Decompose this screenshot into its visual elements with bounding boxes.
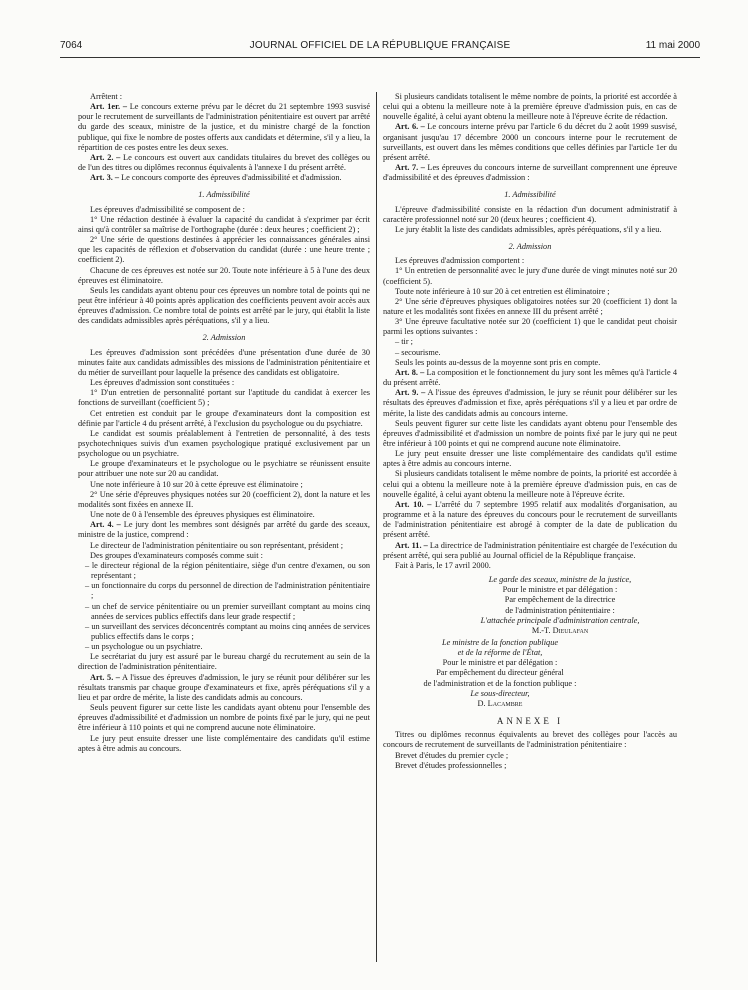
paragraph: 1° D'un entretien de personnalité portant sur l'aptitude du candidat à exercer les fonctions de surveillant (coefficient 5) ; bbox=[78, 388, 370, 408]
list-item: – un fonctionnaire du corps du personnel de direction de l'administration pénitentiaire ; bbox=[85, 581, 370, 601]
paragraph: Si plusieurs candidats totalisent le même nombre de points, la priorité est accordée à celui qui a obtenu la meilleure note à la première épreuve d'admission puis, en cas de nouvelle égalité, à celui ayant obtenu la meilleure note à l'épreuve écrite. bbox=[383, 469, 677, 499]
signature-minister2-line3: de l'administration et de la fonction publique : bbox=[423, 678, 577, 688]
article-text: La directrice de l'administration pénitentiaire est chargée de l'exécution du présent arrêté, qui sera publié au Journal officiel de la République française. bbox=[383, 540, 677, 560]
paragraph: Fait à Paris, le 17 avril 2000. bbox=[395, 560, 491, 570]
signature-minister1-role: L'attachée principale d'administration centrale, bbox=[480, 615, 640, 625]
section-heading: 1. Admissibilité bbox=[504, 190, 556, 200]
right-column-text bbox=[383, 92, 677, 571]
article-label: Art. 9. – bbox=[395, 388, 426, 398]
paragraph: 3° Une épreuve facultative notée sur 20 (coefficient 1) que le candidat peut choisir parmi les options suivantes : bbox=[383, 317, 677, 337]
signature-block bbox=[383, 575, 677, 709]
paragraph: Les épreuves d'admission sont constituées : bbox=[90, 378, 235, 388]
right-column bbox=[383, 92, 677, 771]
paragraph: Seuls peuvent figurer sur cette liste les candidats ayant obtenu pour l'ensemble des épreuves d'admissibilité et d'admission un nombre de points fixé par le jury qui ne peut être inférieur à 100 points et qui ne comprend aucune note éliminatoire. bbox=[383, 418, 677, 448]
paragraph: Les épreuves d'admissibilité se composent de : bbox=[90, 204, 245, 214]
article-label: Art. 10. – bbox=[395, 499, 432, 509]
paragraph: Le directeur de l'administration pénitentiaire ou son représentant, président ; bbox=[90, 540, 344, 550]
paragraph: Seuls les points au-dessus de la moyenne sont pris en compte. bbox=[395, 357, 601, 367]
annexe-title: ANNEXE I bbox=[496, 716, 564, 727]
paragraph: Chacune de ces épreuves est notée sur 20. Toute note inférieure à 5 à l'une des deux épreuves est éliminatoire. bbox=[78, 265, 370, 285]
section-heading: 1. Admissibilité bbox=[198, 190, 250, 200]
paragraph: – tir ; bbox=[395, 337, 413, 347]
article-text: L'arrêté du 7 septembre 1995 relatif aux modalités d'organisation, au programme et à la nature des épreuves du concours pour le recrutement de surveillants de l'administration pénitentiaire est abrogé à compter de la date de publication du présent arrêté. bbox=[383, 499, 677, 540]
paragraph: 2° Une série d'épreuves physiques notées sur 20 (coefficient 2), dont la nature et les modalités sont fixées en annexe II. bbox=[78, 489, 370, 509]
article-text: Les épreuves du concours interne de surveillant comprennent une épreuve d'admissibilité et des épreuves d'admission : bbox=[383, 163, 678, 183]
article-text: Le concours comporte des épreuves d'admissibilité et d'admission. bbox=[119, 173, 342, 183]
paragraph: Cet entretien est conduit par le groupe d'examinateurs dont la composition est définie par l'article 4 du présent arrêté, à l'exclusion du psychologue ou du psychiatre. bbox=[78, 408, 370, 428]
signature-minister2-title1: Le ministre de la fonction publique bbox=[441, 637, 559, 647]
article-text: Le concours interne prévu par l'article 6 du décret du 2 août 1999 susvisé, organisant jusqu'au 17 décembre 2000 un concours interne pour le recrutement de surveillants, est ouvert dans les mêmes conditions que celles définies par l'article 1er du présent arrêté. bbox=[383, 122, 677, 162]
article-paragraph bbox=[78, 173, 370, 183]
paragraph: 1° Un entretien de personnalité avec le jury d'une durée de vingt minutes noté sur 20 (coefficient 5). bbox=[383, 266, 677, 286]
article-label: Art. 8. – bbox=[395, 367, 425, 377]
article-label: Art. 4. – bbox=[90, 520, 121, 530]
article-label: Art. 2. – bbox=[90, 152, 121, 162]
article-paragraph bbox=[78, 520, 370, 540]
paragraph: Le secrétariat du jury est assuré par le bureau chargé du recrutement au sein de la direction de l'administration pénitentiaire. bbox=[78, 652, 370, 672]
signature-minister1-line2: Par empêchement de la directrice bbox=[504, 595, 616, 605]
signature-minister1-title: Le garde des sceaux, ministre de la justice, bbox=[488, 575, 632, 585]
signature-minister2-role: Le sous-directeur, bbox=[470, 688, 530, 698]
list-item: – un chef de service pénitentiaire ou un premier surveillant comptant au moins cinq années de services publics effectifs dans leur grade respectif ; bbox=[85, 601, 370, 621]
paragraph: Le groupe d'examinateurs et le psychologue ou le psychiatre se réunissent ensuite pour attribuer une note sur 20 au candidat. bbox=[78, 459, 370, 479]
paragraph: Toute note inférieure à 10 sur 20 à cet entretien est éliminatoire ; bbox=[395, 286, 610, 296]
article-paragraph bbox=[383, 500, 677, 541]
annexe-item: Brevet d'études du premier cycle ; bbox=[395, 750, 509, 760]
paragraph: 2° Une série d'épreuves physiques obligatoires notées sur 20 (coefficient 1) dont la nature et les modalités sont fixées en annexe III du présent arrêté ; bbox=[383, 296, 677, 316]
page-header bbox=[60, 40, 700, 56]
signature-minister1-name: M.-T. Dieulafan bbox=[531, 625, 589, 635]
article-label: Art. 3. – bbox=[90, 173, 120, 183]
article-text: A l'issue des épreuves d'admission, le jury se réunit pour délibérer sur les résultats transmis par chaque groupe d'examinateurs et fixe, après péréquations s'il y a lieu et par ordre de mérite, la liste des candidats admis au concours. bbox=[78, 672, 371, 702]
article-label: Art. 5. – bbox=[90, 672, 120, 682]
paragraph: Le candidat est soumis préalablement à l'entretien de personnalité, à des tests psychotechniques suivis d'un examen psychologique pratiqué exclusivement par un psychologue ou un psychiatre. bbox=[78, 428, 370, 459]
journal-title: JOURNAL OFFICIEL DE LA RÉPUBLIQUE FRANÇAISE bbox=[249, 40, 511, 51]
article-paragraph bbox=[78, 102, 370, 153]
article-text: La composition et le fonctionnement du jury sont les mêmes qu'à l'article 4 du présent arrêté. bbox=[383, 367, 677, 388]
paragraph: Des groupes d'examinateurs composés comme suit : bbox=[90, 550, 263, 560]
article-paragraph bbox=[383, 122, 677, 163]
article-paragraph bbox=[383, 388, 677, 418]
signature-minister2-name: D. Lacambre bbox=[477, 698, 523, 708]
paragraph: Le jury peut ensuite dresser une liste complémentaire des candidats qu'il estime aptes à être admis au concours. bbox=[78, 733, 370, 753]
annexe-intro: Titres ou diplômes reconnus équivalents au brevet des collèges pour l'accès au concours de recrutement de surveillants de l'administration pénitentiaire : bbox=[383, 730, 677, 750]
paragraph: L'épreuve d'admissibilité consiste en la rédaction d'un document administratif à caractère professionnel noté sur 20 (deux heures ; coefficient 4). bbox=[383, 204, 677, 224]
paragraph: Une note de 0 à l'ensemble des épreuves physiques est éliminatoire. bbox=[90, 510, 315, 520]
list-item: – un psychologue ou un psychiatre. bbox=[85, 642, 203, 652]
article-paragraph bbox=[78, 673, 370, 703]
list-item: – un surveillant des services déconcentrés comptant au moins cinq années de services publics effectifs dans le corps ; bbox=[85, 621, 370, 641]
left-column bbox=[78, 92, 370, 754]
article-paragraph bbox=[383, 541, 677, 561]
paragraph: Une note inférieure à 10 sur 20 à cette épreuve est éliminatoire ; bbox=[90, 479, 303, 489]
signature-minister1-line3: de l'administration pénitentiaire : bbox=[505, 605, 615, 615]
article-text: A l'issue des épreuves d'admission, le jury se réunit pour délibérer sur les résultats des épreuves d'admission et fixe, après péréquations s'il y a lieu et par ordre de mérite, la liste des candidats admis au concours interne. bbox=[383, 388, 678, 418]
issue-date: 11 mai 2000 bbox=[645, 40, 700, 51]
paragraph: – secourisme. bbox=[395, 347, 441, 357]
annexe-item: Brevet d'études professionnelles ; bbox=[395, 760, 507, 770]
section-heading: 2. Admission bbox=[202, 333, 246, 343]
signature-minister1-line1: Pour le ministre et par délégation : bbox=[502, 585, 618, 595]
paragraph: Arrêtent : bbox=[90, 92, 123, 101]
article-label: Art. 6. – bbox=[395, 122, 425, 132]
article-text: Le jury dont les membres sont désignés par arrêté du garde des sceaux, ministre de la justice, comprend : bbox=[78, 520, 370, 540]
header-rule bbox=[60, 57, 700, 58]
paragraph: Si plusieurs candidats totalisent le même nombre de points, la priorité est accordée à celui qui a obtenu la meilleure note à la première épreuve d'admission puis, en cas de nouvelle égalité, à celui ayant obtenu la meilleure note à l'épreuve écrite de rédaction. bbox=[383, 92, 677, 122]
paragraph: Le jury établit la liste des candidats admissibles, après péréquations, s'il y a lieu. bbox=[395, 224, 662, 234]
paragraph: Les épreuves d'admission sont précédées d'une présentation d'une durée de 30 minutes faite aux candidats admissibles des missions de l'administration pénitentiaire et du métier de surveillant pour laquelle la présence des candidats est obligatoire. bbox=[78, 347, 370, 377]
article-label: Art. 11. – bbox=[395, 540, 428, 550]
list-item: – le directeur régional de la région pénitentiaire, siège d'un centre d'examen, ou son représentant ; bbox=[85, 560, 370, 581]
paragraph: Seuls peuvent figurer sur cette liste les candidats ayant obtenu pour l'ensemble des épreuves d'admissibilité et d'admission un nombre de points fixé par le jury, qui ne peut être inférieur à 110 points et qui ne comprend aucune note éliminatoire. bbox=[78, 703, 370, 733]
article-text: Le concours est ouvert aux candidats titulaires du brevet des collèges ou de l'un des titres ou diplômes reconnus équivalents à l'annexe I du présent arrêté. bbox=[78, 152, 370, 173]
paragraph: 1° Une rédaction destinée à évaluer la capacité du candidat à s'exprimer par écrit ainsi qu'à contrôler sa maîtrise de l'orthographe (durée : deux heures ; coefficient 2) ; bbox=[78, 214, 370, 234]
signature-minister2-title2: et de la réforme de l'État, bbox=[457, 648, 543, 658]
article-paragraph bbox=[383, 163, 677, 183]
paragraph: Seuls les candidats ayant obtenu pour ces épreuves un nombre total de points qui ne peut être inférieur à 40 points après application des coefficients peuvent avoir accès aux épreuves d'admission. Ce nombre total de points est arrêté par le jury, qui établit la liste des candidats admissibles après péréquations, s'il y a lieu. bbox=[78, 285, 370, 326]
page-number: 7064 bbox=[60, 40, 83, 51]
article-text: Le concours externe prévu par le décret du 21 septembre 1993 susvisé pour le recrutement de surveillants de l'administration pénitentiaire est ouvert par arrêté du garde des sceaux, ministre de la justice, et du ministre chargé de la fonction publique, qui fixe le nombre de postes offerts aux candidats et détermine, s'il y a lieu, la répartition de ces postes entre les deux sexes. bbox=[78, 102, 371, 152]
article-label: Art. 7. – bbox=[395, 163, 425, 173]
article-paragraph bbox=[78, 153, 370, 173]
paragraph: Le jury peut ensuite dresser une liste complémentaire des candidats qu'il estime aptes à être admis au concours interne. bbox=[383, 449, 677, 469]
column-separator bbox=[376, 92, 377, 962]
paragraph: Les épreuves d'admission comportent : bbox=[395, 256, 525, 266]
paragraph: 2° Une série de questions destinées à apprécier les connaissances générales ainsi que les capacités de réflexion et d'observation du candidat (durée : une heure trente ; coefficient 2). bbox=[78, 235, 370, 265]
article-label: Art. 1er. – bbox=[90, 102, 127, 112]
section-heading: 2. Admission bbox=[508, 242, 552, 252]
signature-minister2-line2: Par empêchement du directeur général bbox=[436, 668, 564, 678]
signature-minister2-line1: Pour le ministre et par délégation : bbox=[442, 658, 558, 668]
article-paragraph bbox=[383, 368, 677, 388]
